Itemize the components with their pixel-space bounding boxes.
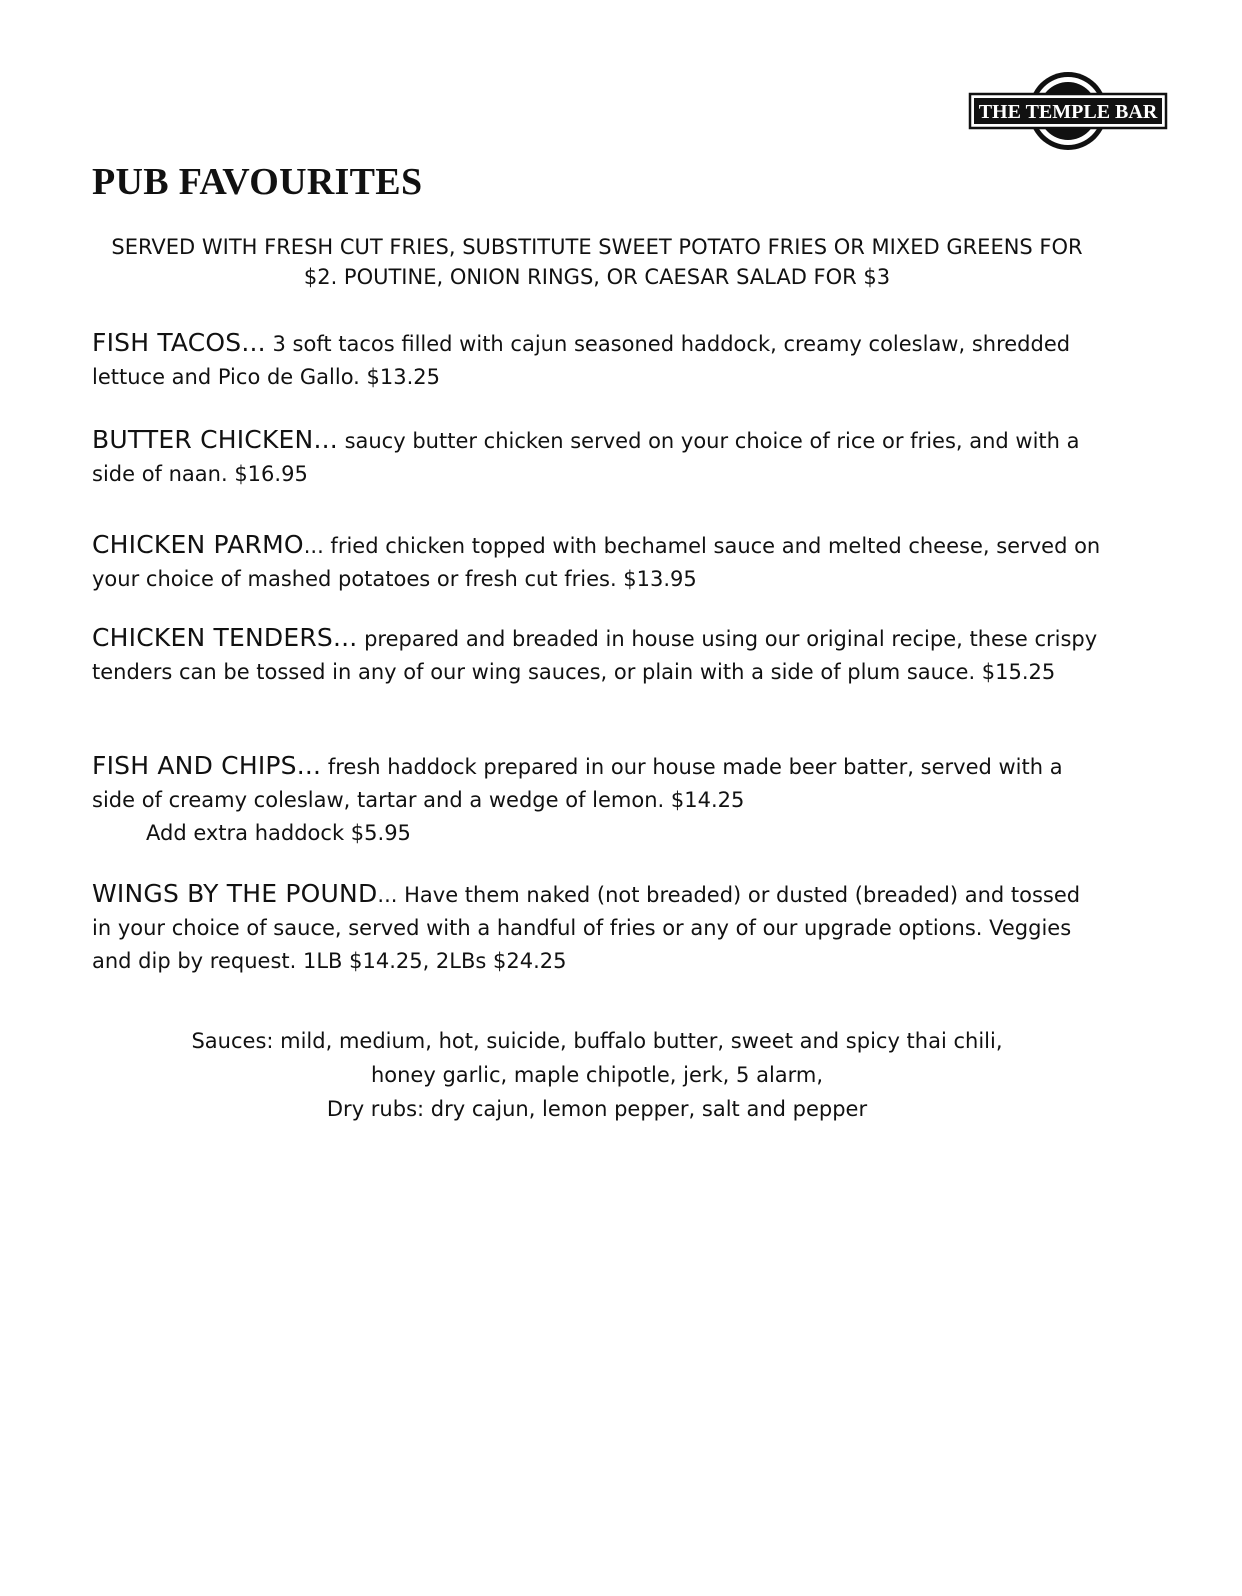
item-description: fresh haddock prepared in our house made beer batter, served with a side of creamy coleslaw, tartar and a wedge of lemon. $14.25	[92, 755, 1063, 812]
intro-text: SERVED WITH FRESH CUT FRIES, SUBSTITUTE SWEET POTATO FRIES OR MIXED GREENS FOR $2. POUTINE, ONION RINGS, OR CAESAR SALAD FOR $3	[111, 235, 1083, 289]
menu-item-chicken-parmo	[92, 528, 1102, 596]
temple-bar-logo	[968, 70, 1168, 156]
menu-item-butter-chicken	[92, 423, 1102, 491]
menu-item-wings-by-the-pound	[92, 877, 1102, 978]
page-title: PUB FAVOURITES	[92, 161, 423, 203]
menu-item-fish-tacos	[92, 326, 1102, 394]
item-name: CHICKEN TENDERS...	[92, 623, 358, 652]
sauces-line: honey garlic, maple chipotle, jerk, 5 alarm,	[370, 1063, 824, 1087]
item-add-on-note: Add extra haddock $5.95	[146, 821, 411, 845]
item-description: ... fried chicken topped with bechamel sauce and melted cheese, served on your choice of mashed potatoes or fresh cut fries. $13.95	[92, 534, 1101, 591]
dry-rubs-line: Dry rubs: dry cajun, lemon pepper, salt and pepper	[326, 1097, 868, 1121]
item-name: BUTTER CHICKEN...	[92, 425, 338, 454]
menu-item-fish-and-chips	[92, 749, 1102, 849]
sauces-line: Sauces: mild, medium, hot, suicide, buffalo butter, sweet and spicy thai chili,	[191, 1029, 1003, 1053]
item-name: CHICKEN PARMO	[92, 530, 304, 559]
item-name: FISH AND CHIPS...	[92, 751, 322, 780]
item-description: prepared and breaded in house using our original recipe, these crispy tenders can be tossed in any of our wing sauces, or plain with a side of plum sauce. $15.25	[92, 627, 1098, 684]
menu-item-chicken-tenders	[92, 621, 1102, 689]
item-description: 3 soft tacos filled with cajun seasoned haddock, creamy coleslaw, shredded lettuce and Pico de Gallo. $13.25	[92, 332, 1071, 389]
item-description: ... Have them naked (not breaded) or dusted (breaded) and tossed in your choice of sauce, served with a handful of fries or any of our upgrade options. Veggies and dip by request. 1LB $14.25, 2LBs $24.25	[92, 883, 1081, 973]
item-name: WINGS BY THE POUND	[92, 879, 378, 908]
item-name: FISH TACOS...	[92, 328, 266, 357]
item-description: saucy butter chicken served on your choice of rice or fries, and with a side of naan. $16.95	[92, 429, 1080, 486]
sauce-options	[92, 1024, 1102, 1126]
logo-text: THE TEMPLE BAR	[978, 101, 1158, 123]
